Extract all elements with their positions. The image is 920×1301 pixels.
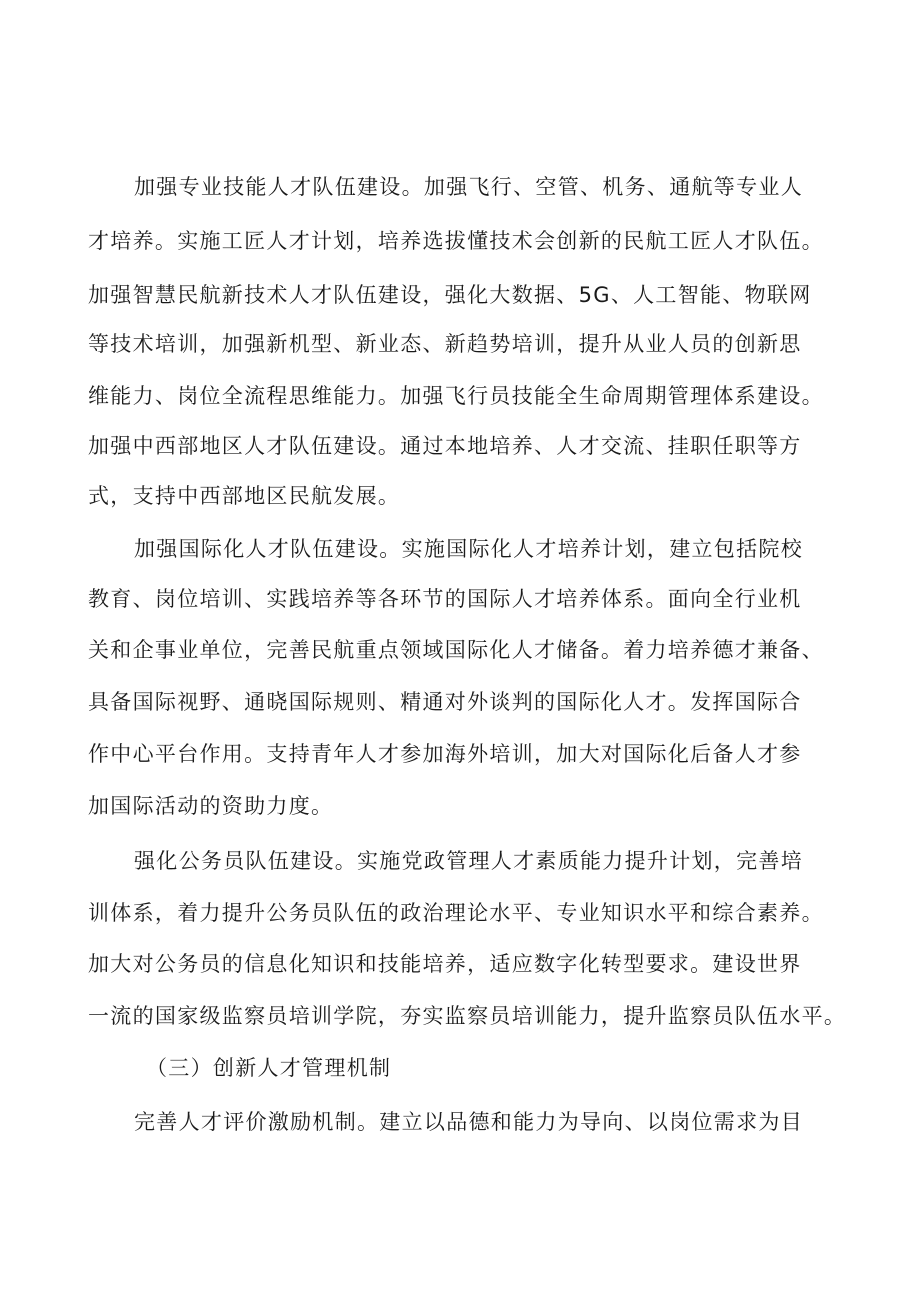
paragraph-civil-servant-line-1: 强化公务员队伍建设。实施党政管理人才素质能力提升计划，完善培 [134, 849, 803, 873]
paragraph-professional-talent-line-4: 等技术培训，加强新机型、新业态、新趋势培训，提升从业人员的创新思 [88, 332, 802, 356]
paragraph-civil-servant-line-3: 加大对公务员的信息化知识和技能培养，适应数字化转型要求。建设世界 [88, 952, 802, 976]
paragraph-civil-servant-line-2: 训体系，着力提升公务员队伍的政治理论水平、专业知识水平和综合素养。 [88, 901, 824, 925]
paragraph-civil-servant-line-4: 一流的国家级监察员培训学院，夯实监察员培训能力，提升监察员队伍水平。 [88, 1004, 847, 1028]
paragraph-evaluation-line-1: 完善人才评价激励机制。建立以品德和能力为导向、以岗位需求为目 [134, 1110, 803, 1134]
paragraph-professional-talent-line-1: 加强专业技能人才队伍建设。加强飞行、空管、机务、通航等专业人 [134, 175, 803, 199]
paragraph-international-talent-line-3: 关和企事业单位，完善民航重点领域国际化人才储备。着力培养德才兼备、 [88, 638, 824, 662]
paragraph-professional-talent-line-2: 才培养。实施工匠人才计划，培养选拔懂技术会创新的民航工匠人才队伍。 [88, 229, 824, 253]
section-heading: （三）创新人才管理机制 [146, 1056, 392, 1080]
paragraph-international-talent-line-4: 具备国际视野、通晓国际规则、精通对外谈判的国际化人才。发挥国际合 [88, 690, 802, 714]
paragraph-international-talent-line-1: 加强国际化人才队伍建设。实施国际化人才培养计划，建立包括院校 [134, 537, 803, 561]
paragraph-international-talent-line-2: 教育、岗位培训、实践培养等各环节的国际人才培养体系。面向全行业机 [88, 587, 802, 611]
paragraph-international-talent-line-6: 加国际活动的资助力度。 [88, 794, 334, 818]
paragraph-international-talent-line-5: 作中心平台作用。支持青年人才参加海外培训，加大对国际化后备人才参 [88, 742, 802, 766]
paragraph-professional-talent-line-5: 维能力、岗位全流程思维能力。加强飞行员技能全生命周期管理体系建设。 [88, 384, 824, 408]
paragraph-professional-talent-line-6: 加强中西部地区人才队伍建设。通过本地培养、人才交流、挂职任职等方 [88, 434, 802, 458]
paragraph-professional-talent-line-3: 加强智慧民航新技术人才队伍建设，强化大数据、5G、人工智能、物联网 [88, 283, 812, 307]
paragraph-professional-talent-line-7: 式，支持中西部地区民航发展。 [88, 484, 401, 508]
